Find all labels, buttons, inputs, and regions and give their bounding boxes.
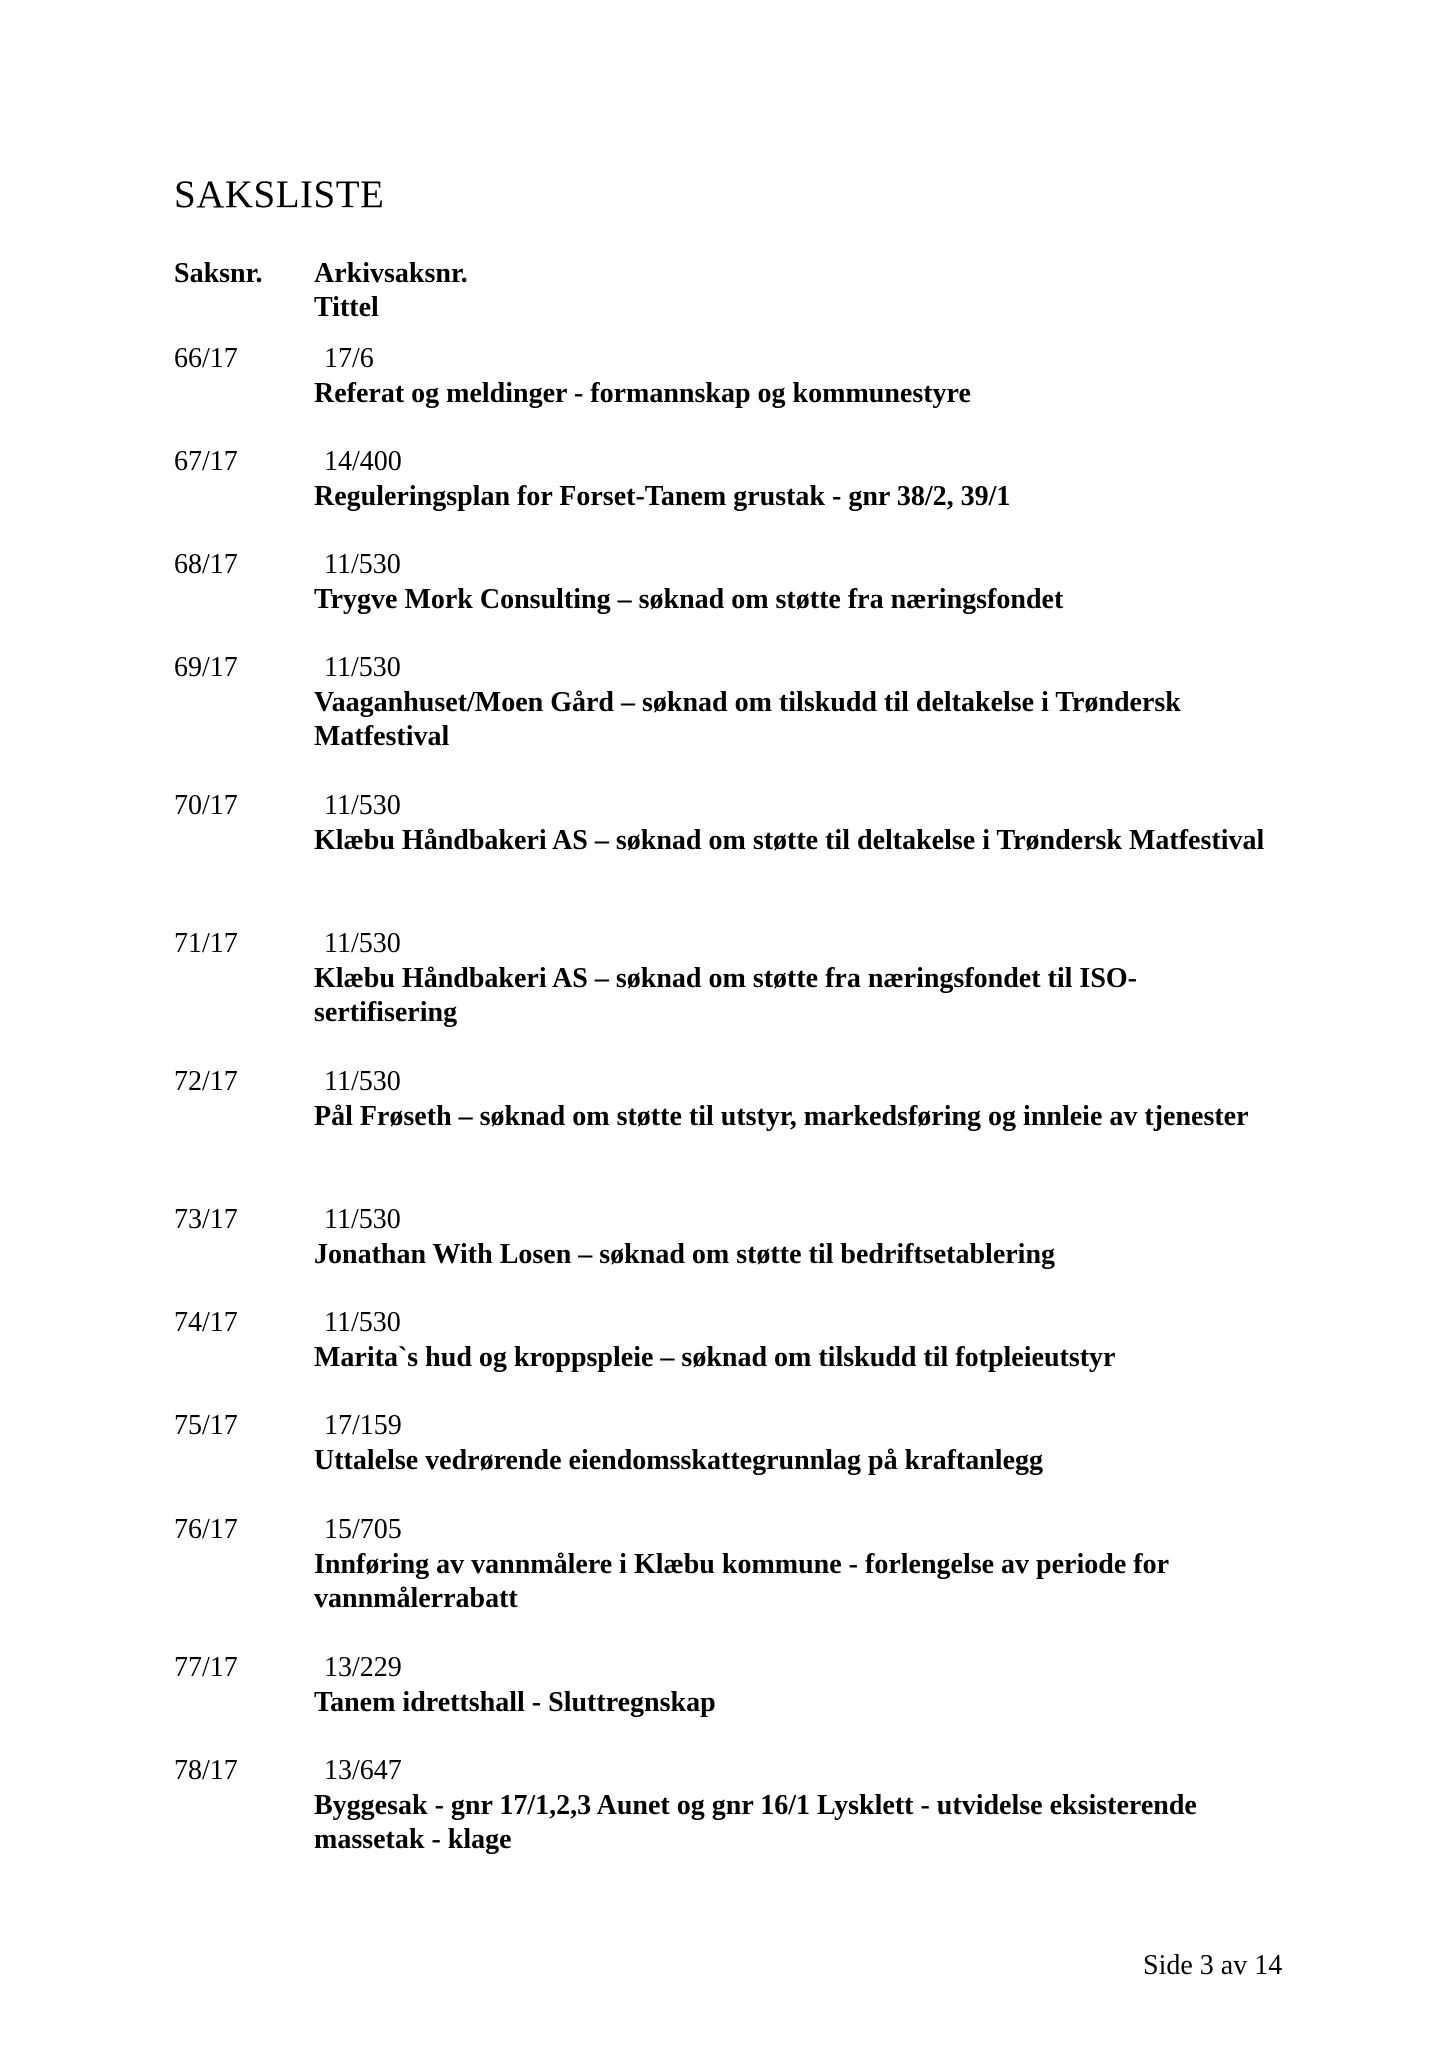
case-title: Vaaganhuset/Moen Gård – søknad om tilskudd til deltakelse i Trøndersk Matfestival: [314, 687, 1181, 752]
case-title: Klæbu Håndbakeri AS – søknad om støtte fra næringsfondet til ISO-sertifisering: [314, 963, 1138, 1028]
case-number: 77/17: [174, 1652, 238, 1683]
archive-number: 11/530: [324, 1307, 401, 1338]
case-title: Reguleringsplan for Forset-Tanem grustak - gnr 38/2, 39/1: [314, 481, 1011, 512]
case-number: 76/17: [174, 1514, 238, 1545]
archive-number: 11/530: [324, 1066, 401, 1097]
archive-number: 14/400: [324, 446, 402, 477]
archive-number: 13/647: [324, 1755, 402, 1786]
case-number: 78/17: [174, 1755, 238, 1786]
archive-number: 11/530: [324, 1204, 401, 1235]
case-number: 74/17: [174, 1307, 238, 1338]
case-number: 70/17: [174, 790, 238, 821]
case-title: Uttalelse vedrørende eiendomsskattegrunnlag på kraftanlegg: [314, 1445, 1043, 1476]
case-title: Klæbu Håndbakeri AS – søknad om støtte til deltakelse i Trøndersk Matfestival: [314, 825, 1265, 856]
column-header-arkivsaksnr: Arkivsaksnr.: [314, 258, 468, 289]
archive-number: 11/530: [324, 928, 401, 959]
archive-number: 17/6: [324, 343, 374, 374]
case-title: Tanem idrettshall - Sluttregnskap: [314, 1687, 716, 1718]
archive-number: 13/229: [324, 1652, 402, 1683]
case-title: Byggesak - gnr 17/1,2,3 Aunet og gnr 16/1 Lysklett - utvidelse eksisterende massetak - klage: [314, 1790, 1197, 1855]
archive-number: 15/705: [324, 1514, 402, 1545]
case-number: 73/17: [174, 1204, 238, 1235]
case-title: Pål Frøseth – søknad om støtte til utstyr, markedsføring og innleie av tjenester: [314, 1101, 1249, 1132]
archive-number: 11/530: [324, 790, 401, 821]
case-number: 68/17: [174, 549, 238, 580]
case-number: 75/17: [174, 1410, 238, 1441]
case-number: 66/17: [174, 343, 238, 374]
case-number: 71/17: [174, 928, 238, 959]
case-number: 69/17: [174, 652, 238, 683]
case-title: Innføring av vannmålere i Klæbu kommune - forlengelse av periode for vannmålerrabatt: [314, 1549, 1169, 1614]
case-title: Referat og meldinger - formannskap og kommunestyre: [314, 378, 971, 409]
case-title: Trygve Mork Consulting – søknad om støtte fra næringsfondet: [314, 584, 1064, 615]
archive-number: 11/530: [324, 652, 401, 683]
column-header-saksnr: Saksnr.: [174, 258, 263, 289]
archive-number: 17/159: [324, 1410, 402, 1441]
archive-number: 11/530: [324, 549, 401, 580]
case-number: 67/17: [174, 446, 238, 477]
case-title: Marita`s hud og kroppspleie – søknad om tilskudd til fotpleieutstyr: [314, 1342, 1116, 1373]
column-header-tittel: Tittel: [314, 292, 379, 323]
page-title: SAKSLISTE: [174, 173, 385, 216]
case-number: 72/17: [174, 1066, 238, 1097]
case-title: Jonathan With Losen – søknad om støtte til bedriftsetablering: [314, 1239, 1056, 1270]
page-number: Side 3 av 14: [1143, 1950, 1283, 1981]
